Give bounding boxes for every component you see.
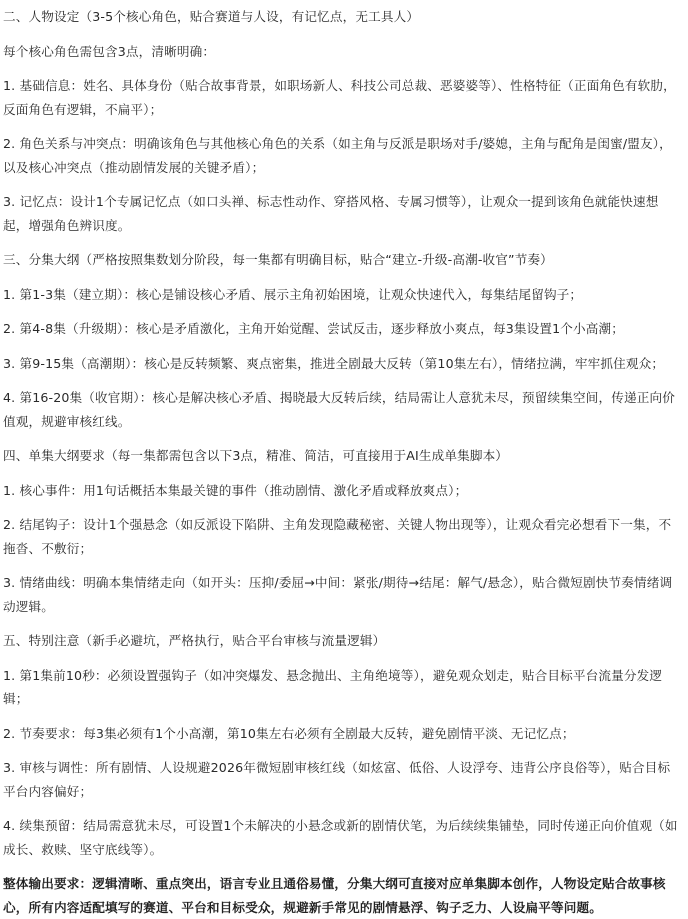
- note-sequel: 4. 续集预留：结局需意犹未尽，可设置1个未解决的小悬念或新的剧情伏笔，为后续续集铺垫，同时传递正向价值观（如成长、救赎、坚守底线等）。: [3, 818, 678, 857]
- episode-phase-2: 2. 第4-8集（升级期）：核心是矛盾激化，主角开始觉醒、尝试反击，逐步释放小爽点，每3集设置1个小高潮；: [3, 321, 624, 336]
- note-first-10-seconds: 1. 第1集前10秒：必须设置强钩子（如冲突爆发、悬念抛出、主角绝境等），避免观众划走，贴合目标平台流量分发逻辑；: [3, 667, 663, 706]
- section-heading-special-notes: 五、特别注意（新手必避坑，严格执行，贴合平台审核与流量逻辑）: [3, 633, 386, 648]
- character-point-relationship: 2. 角色关系与冲突点：明确该角色与其他核心角色的关系（如主角与反派是职场对手/婆媳，主角与配角是闺蜜/盟友），以及核心冲突点（推动剧情发展的关键矛盾）；: [3, 136, 672, 175]
- character-point-basic-info: 1. 基础信息：姓名、具体身份（贴合故事背景，如职场新人、科技公司总裁、恶婆婆等）、性格特征（正面角色有软肋，反面角色有逻辑，不扁平）；: [3, 78, 676, 117]
- character-point-memory: 3. 记忆点：设计1个专属记忆点（如口头禅、标志性动作、穿搭风格、专属习惯等），让观众一提到该角色就能快速想起，增强角色辨识度。: [3, 194, 659, 233]
- section-heading-episode-outline: 三、分集大纲（严格按照集数划分阶段，每一集都有明确目标，贴合“建立-升级-高潮-收官”节奏）: [3, 252, 553, 267]
- single-episode-hook: 2. 结尾钩子：设计1个强悬念（如反派设下陷阱、主角发现隐藏秘密、关键人物出现等），让观众看完必想看下一集，不拖沓、不敷衍；: [3, 517, 672, 556]
- note-pacing: 2. 节奏要求：每3集必须有1个小高潮，第10集左右必须有全剧最大反转，避免剧情平淡、无记忆点；: [3, 725, 575, 741]
- section-heading-single-episode: 四、单集大纲要求（每一集都需包含以下3点，精准、简洁，可直接用于AI生成单集脚本）: [3, 448, 509, 463]
- single-episode-core-event: 1. 核心事件：用1句话概括本集最关键的事件（推动剧情、激化矛盾或释放爽点）；: [3, 482, 468, 498]
- episode-phase-3: 3. 第9-15集（高潮期）：核心是反转频繁、爽点密集，推进全剧最大反转（第10集左右），情绪拉满，牢牢抓住观众；: [3, 355, 665, 371]
- note-review-tone: 3. 审核与调性：所有剧情、人设规避2026年微短剧审核红线（如炫富、低俗、人设浮夸、违背公序良俗等），贴合目标平台内容偏好；: [3, 760, 671, 799]
- overall-output-requirements: 整体输出要求：逻辑清晰、重点突出，语言专业且通俗易懂，分集大纲可直接对应单集脚本创作，人物设定贴合故事核心，所有内容适配填写的赛道、平台和目标受众，规避新手常见的剧情悬浮、钩子乏力、人设扁平等问题。: [3, 876, 666, 915]
- section-heading-character-setting: 二、人物设定（3-5个核心角色，贴合赛道与人设，有记忆点，无工具人）: [3, 9, 420, 24]
- single-episode-emotion: 3. 情绪曲线：明确本集情绪走向（如开头：压抑/委屈→中间：紧张/期待→结尾：解气/悬念），贴合微短剧快节奏情绪调动逻辑。: [3, 575, 673, 614]
- character-intro-text: 每个核心角色需包含3点，清晰明确：: [3, 43, 216, 59]
- episode-phase-4: 4. 第16-20集（收官期）：核心是解决核心矛盾、揭晓最大反转后续，结局需让人意犹未尽，预留续集空间，传递正向价值观，规避审核红线。: [3, 390, 675, 429]
- episode-phase-1: 1. 第1-3集（建立期）：核心是铺设核心矛盾、展示主角初始困境，让观众快速代入，每集结尾留钩子；: [3, 286, 583, 302]
